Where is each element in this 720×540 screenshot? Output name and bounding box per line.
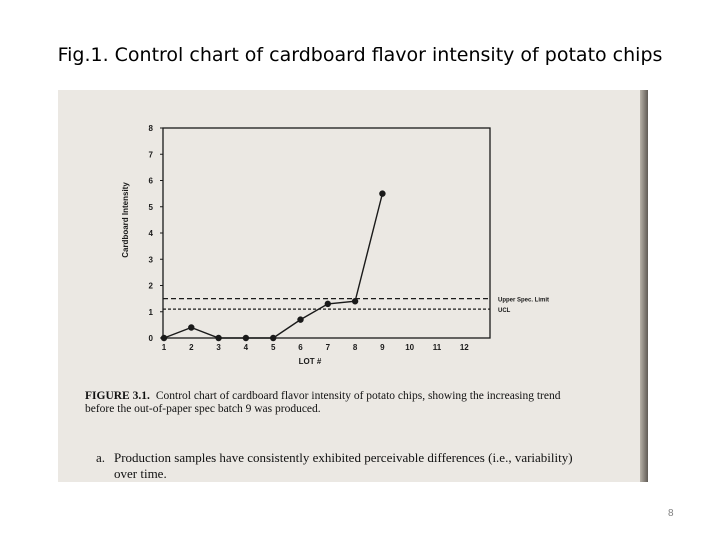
reference-line-label: UCL [498, 308, 511, 315]
x-axis-label: LOT # [298, 357, 322, 366]
y-tick-label: 3 [148, 255, 153, 265]
figure-caption [85, 390, 585, 416]
y-tick-label: 7 [148, 150, 153, 160]
page-number: 8 [668, 508, 674, 519]
x-tick-label: 7 [325, 343, 331, 352]
data-point [325, 301, 331, 307]
data-point [270, 335, 276, 341]
body-paragraph: Production samples have consistently exhibited perceivable differences (i.e., variability) over time. [114, 450, 573, 481]
x-tick-label: 2 [189, 343, 194, 352]
y-tick-label: 1 [148, 307, 153, 317]
y-tick-label: 6 [148, 176, 153, 186]
x-tick-label: 1 [161, 343, 167, 352]
x-tick-label: 9 [380, 343, 385, 352]
x-tick-label: 8 [352, 343, 358, 352]
data-point [188, 324, 194, 330]
y-axis-label: Cardboard Intensity [121, 182, 130, 258]
x-tick-label: 12 [459, 343, 469, 352]
data-point [215, 335, 221, 341]
data-point [243, 335, 249, 341]
data-point [297, 316, 303, 322]
data-point [352, 298, 358, 304]
y-tick-label: 4 [148, 229, 153, 238]
list-marker: a. [96, 450, 106, 465]
slide-title: Fig.1. Control chart of cardboard flavor intensity of potato chips [57, 44, 663, 66]
figure-caption-text: Control chart of cardboard flavor intensity of potato chips, showing the increasing trend before the out-of-paper spec batch 9 was produced. [85, 390, 561, 415]
x-tick-label: 11 [432, 343, 442, 352]
reference-line-label: Upper Spec. Limit [498, 297, 550, 304]
page-edge-shadow [640, 90, 648, 482]
y-tick-label: 8 [148, 124, 153, 133]
x-tick-label: 6 [298, 343, 303, 352]
x-tick-label: 4 [243, 343, 249, 352]
x-tick-label: 10 [405, 343, 415, 352]
series-line [164, 194, 382, 338]
x-tick-label: 5 [270, 343, 276, 352]
figure-caption-label: FIGURE 3.1. [85, 390, 150, 402]
data-point [379, 190, 385, 196]
control-chart [58, 90, 648, 482]
body-text [96, 450, 594, 482]
scanned-figure [58, 90, 648, 482]
data-point [161, 335, 167, 341]
y-tick-label: 0 [148, 334, 153, 343]
y-tick-label: 2 [148, 281, 153, 291]
y-tick-label: 5 [148, 202, 153, 212]
x-tick-label: 3 [216, 343, 221, 352]
